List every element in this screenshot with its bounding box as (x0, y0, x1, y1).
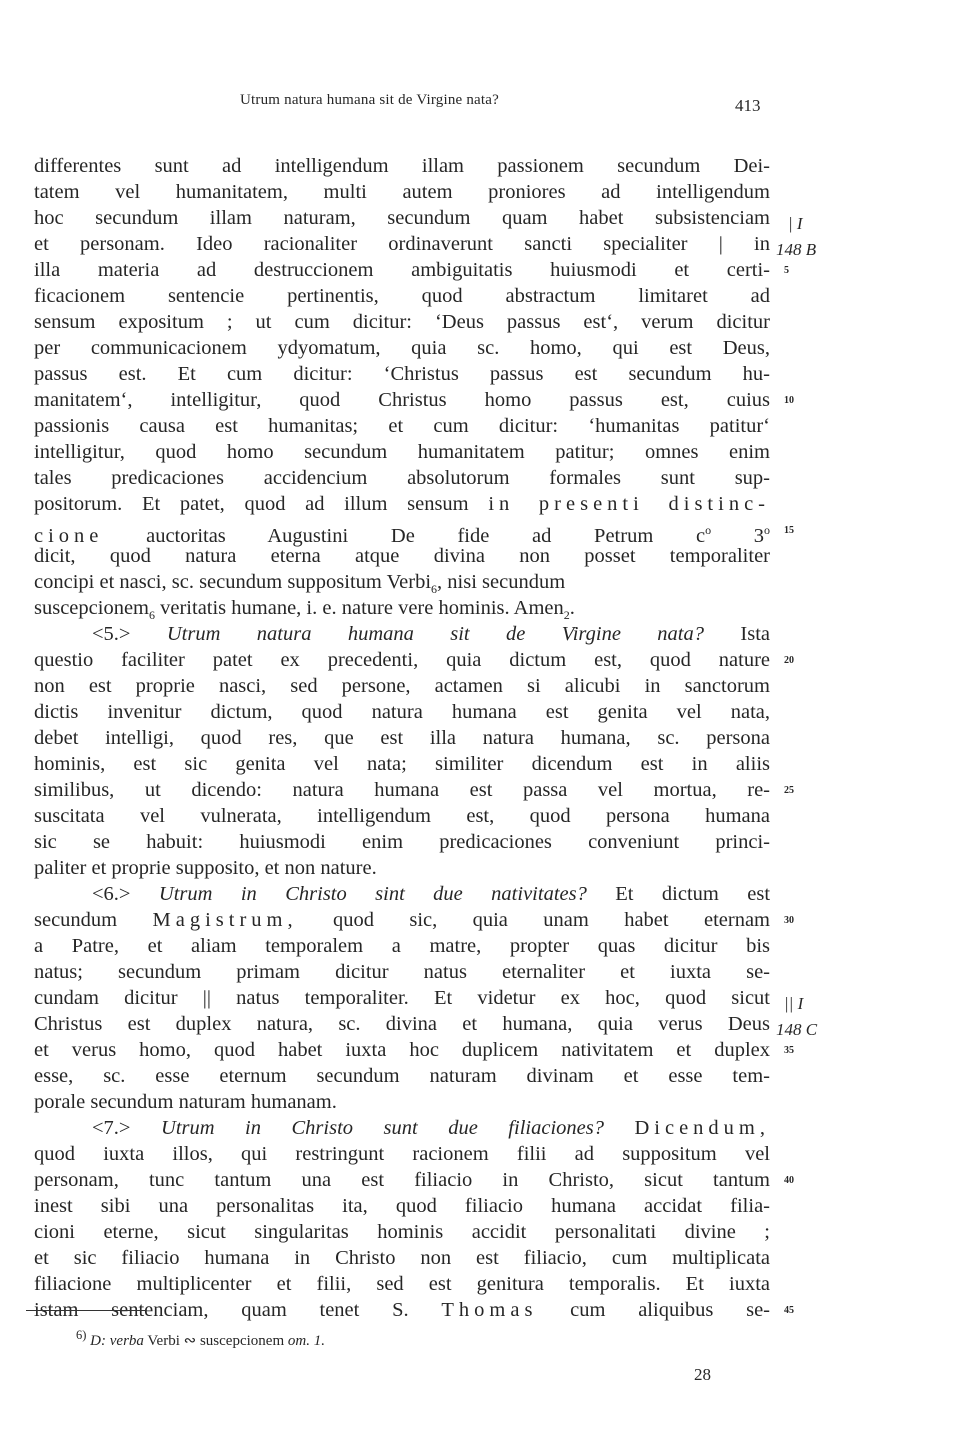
text-line: porale secundum naturam humanam. (34, 1091, 337, 1113)
text-line: illa materia ad destruccionem ambiguitatis huiusmodi et certi- (34, 259, 770, 281)
margin-reference: || I (784, 994, 804, 1013)
section-number: <7.> (92, 1117, 131, 1139)
spaced-title: cione (34, 524, 104, 547)
text-span: auctoritas Augustini De fide ad Petrum c (146, 524, 706, 547)
spaced-title: Magistrum, (152, 909, 298, 931)
text-line: tales predicaciones accidencium absolutorum formales sunt sup- (34, 467, 770, 489)
text-line: passus est. Et cum dicitur: ‘Christus passus est secundum hu- (34, 363, 770, 385)
text-span: concipi et nasci, sc. secundum suppositum Verbi (34, 571, 432, 593)
signature-mark: 28 (694, 1365, 711, 1384)
line-number: 25 (784, 785, 794, 796)
spaced-title: Thomas (441, 1299, 538, 1321)
text-line: per communicacionem ydyomatum, quia sc. homo, qui est Deus, (34, 337, 770, 359)
subscript: 6 (149, 608, 155, 623)
text-line: esse, sc. esse eternum secundum naturam divinam et esse tem- (34, 1065, 770, 1087)
text-line: passionis causa est humanitas; et cum dicitur: ‘humanitas patitur‘ (34, 415, 770, 437)
margin-reference: 148 B (776, 240, 817, 259)
text-span: suscepcionem (34, 597, 149, 619)
line-number: 20 (784, 655, 794, 666)
text-line: paliter et proprie supposito, et non nature. (34, 857, 377, 879)
text-line (34, 491, 770, 517)
text-line: quod iuxta illos, qui restringunt racionem filii ad suppositum vel (34, 1143, 770, 1165)
text-line: filiacione multiplicenter et filii, sed est genitura temporalis. Et iuxta (34, 1273, 770, 1295)
section-heading-5 (92, 621, 770, 647)
spaced-title: Dicendum, (634, 1117, 771, 1139)
text-line: differentes sunt ad intelligendum illam passionem secundum Dei- (34, 155, 770, 177)
footnote-text: Verbi (147, 1333, 180, 1349)
text-span: 3 (753, 524, 764, 547)
text-line: Christus est duplex natura, sc. divina et humana, quia verus Deus (34, 1013, 770, 1035)
text-line: questio faciliter patet ex precedenti, quia dictum est, quod nature (34, 649, 770, 671)
line-number: 10 (784, 395, 794, 406)
text-line (34, 569, 770, 595)
text-line: dicit, quod natura eterna atque divina non posset temporaliter (34, 545, 770, 567)
text-line: cundam dicitur || natus temporaliter. Et videtur ex hoc, quod sicut (34, 987, 770, 1009)
text-span: quod sic, quia unam habet eternam (332, 909, 770, 931)
text-line: personam, tunc tantum una est filiacio in Christo, sicut tantum (34, 1169, 770, 1191)
spaced-title: in presenti distinc- (488, 493, 770, 515)
text-line: natus; secundum primam dicitur natus eternaliter et iuxta se- (34, 961, 770, 983)
text-line: et verus homo, quod habet iuxta hoc duplicem nativitatem et duplex (34, 1039, 770, 1061)
section-number: <5.> (92, 623, 131, 645)
line-number: 35 (784, 1045, 794, 1056)
text-span: cum aliquibus se- (570, 1299, 771, 1321)
section-title: Utrum natura humana sit de Virgine nata? (166, 623, 705, 645)
text-line (34, 595, 770, 621)
footnote-text: om. 1. (287, 1333, 325, 1349)
text-line: hoc secundum illam naturam, secundum quam habet subsistenciam (34, 207, 770, 229)
footnote-text: suscepcionem (199, 1333, 285, 1349)
text-line: et personam. Ideo racionaliter ordinaverunt sancti specialiter | in (34, 233, 770, 255)
text-span: veritatis humane, i. e. nature vere hominis. Amen (155, 597, 564, 619)
footnote-text: verba (109, 1333, 144, 1349)
text-line: sic se habuit: huiusmodi enim predicaciones conveniunt princi- (34, 831, 770, 853)
text-line: hominis, est sic genita vel nata; similiter dicendum est in aliis (34, 753, 770, 775)
subscript: 6 (431, 582, 438, 597)
superscript: o (764, 523, 770, 537)
text-span: Et dictum est (615, 883, 771, 905)
text-line: cioni eterne, sicut singularitas hominis accidit personalitati divine ; (34, 1221, 770, 1243)
text-span: positorum. Et patet, quod ad illum sensum (34, 493, 469, 515)
line-number: 5 (784, 265, 789, 276)
line-number: 40 (784, 1175, 794, 1186)
section-title: Utrum in Christo sint due nativitates? (158, 883, 587, 905)
margin-reference: | I (788, 214, 803, 233)
footnote-rule (26, 1310, 146, 1311)
page-number: 413 (735, 96, 761, 115)
text-line: similibus, ut dicendo: natura humana est passa vel mortua, re- (34, 779, 770, 801)
text-line: a Patre, et aliam temporalem a matre, propter quas dicitur bis (34, 935, 770, 957)
text-line: inest sibi una personalitas ita, quod filiacio humana accidat filia- (34, 1195, 770, 1217)
text-span: , nisi secundum (437, 571, 566, 593)
footnote (76, 1328, 325, 1350)
margin-reference: 148 C (776, 1020, 818, 1039)
text-line (34, 907, 770, 933)
line-number: 45 (784, 1305, 794, 1316)
section-heading-6 (92, 881, 770, 907)
text-line: non est proprie nasci, sed persone, actamen si alicubi in sanctorum (34, 675, 770, 697)
footnote-marker: 6) (76, 1328, 87, 1342)
text-line: sensum expositum ; ut cum dicitur: ‘Deus passus est‘, verum dicitur (34, 311, 770, 333)
text-line: dictis invenitur dictum, quod natura humana est genita vel nata, (34, 701, 770, 723)
superscript: o (705, 523, 712, 537)
text-span: Ista (740, 623, 770, 645)
footnote-siglum: D: (90, 1333, 106, 1349)
text-line: debet intelligi, quod res, que est illa natura humana, sc. persona (34, 727, 770, 749)
section-number: <6.> (92, 883, 131, 905)
footnote-symbol: ∾ (183, 1333, 197, 1349)
text-line: tatem vel humanitatem, multi autem proniores ad intelligendum (34, 181, 770, 203)
text-line: suscitata vel vulnerata, intelligendum est, quod persona humana (34, 805, 770, 827)
line-number: 15 (784, 525, 794, 536)
text-span: . (569, 597, 575, 619)
text-span: istam sentenciam, quam tenet S. (34, 1299, 409, 1321)
running-title: Utrum natura humana sit de Virgine nata? (240, 92, 499, 108)
text-line: et sic filiacio humana in Christo non est filiacio, cum multiplicata (34, 1247, 770, 1269)
subscript: 2 (563, 608, 570, 623)
line-number: 30 (784, 915, 794, 926)
text-line: intelligitur, quod homo secundum humanitatem patitur; omnes enim (34, 441, 770, 463)
text-span: secundum (34, 909, 118, 931)
section-heading-7 (92, 1115, 770, 1141)
text-line: ficacionem sentencie pertinentis, quod abstractum limitaret ad (34, 285, 770, 307)
text-line: manitatem‘, intelligitur, quod Christus homo passus est, cuius (34, 389, 770, 411)
section-title: Utrum in Christo sunt due filiaciones? (161, 1117, 604, 1139)
